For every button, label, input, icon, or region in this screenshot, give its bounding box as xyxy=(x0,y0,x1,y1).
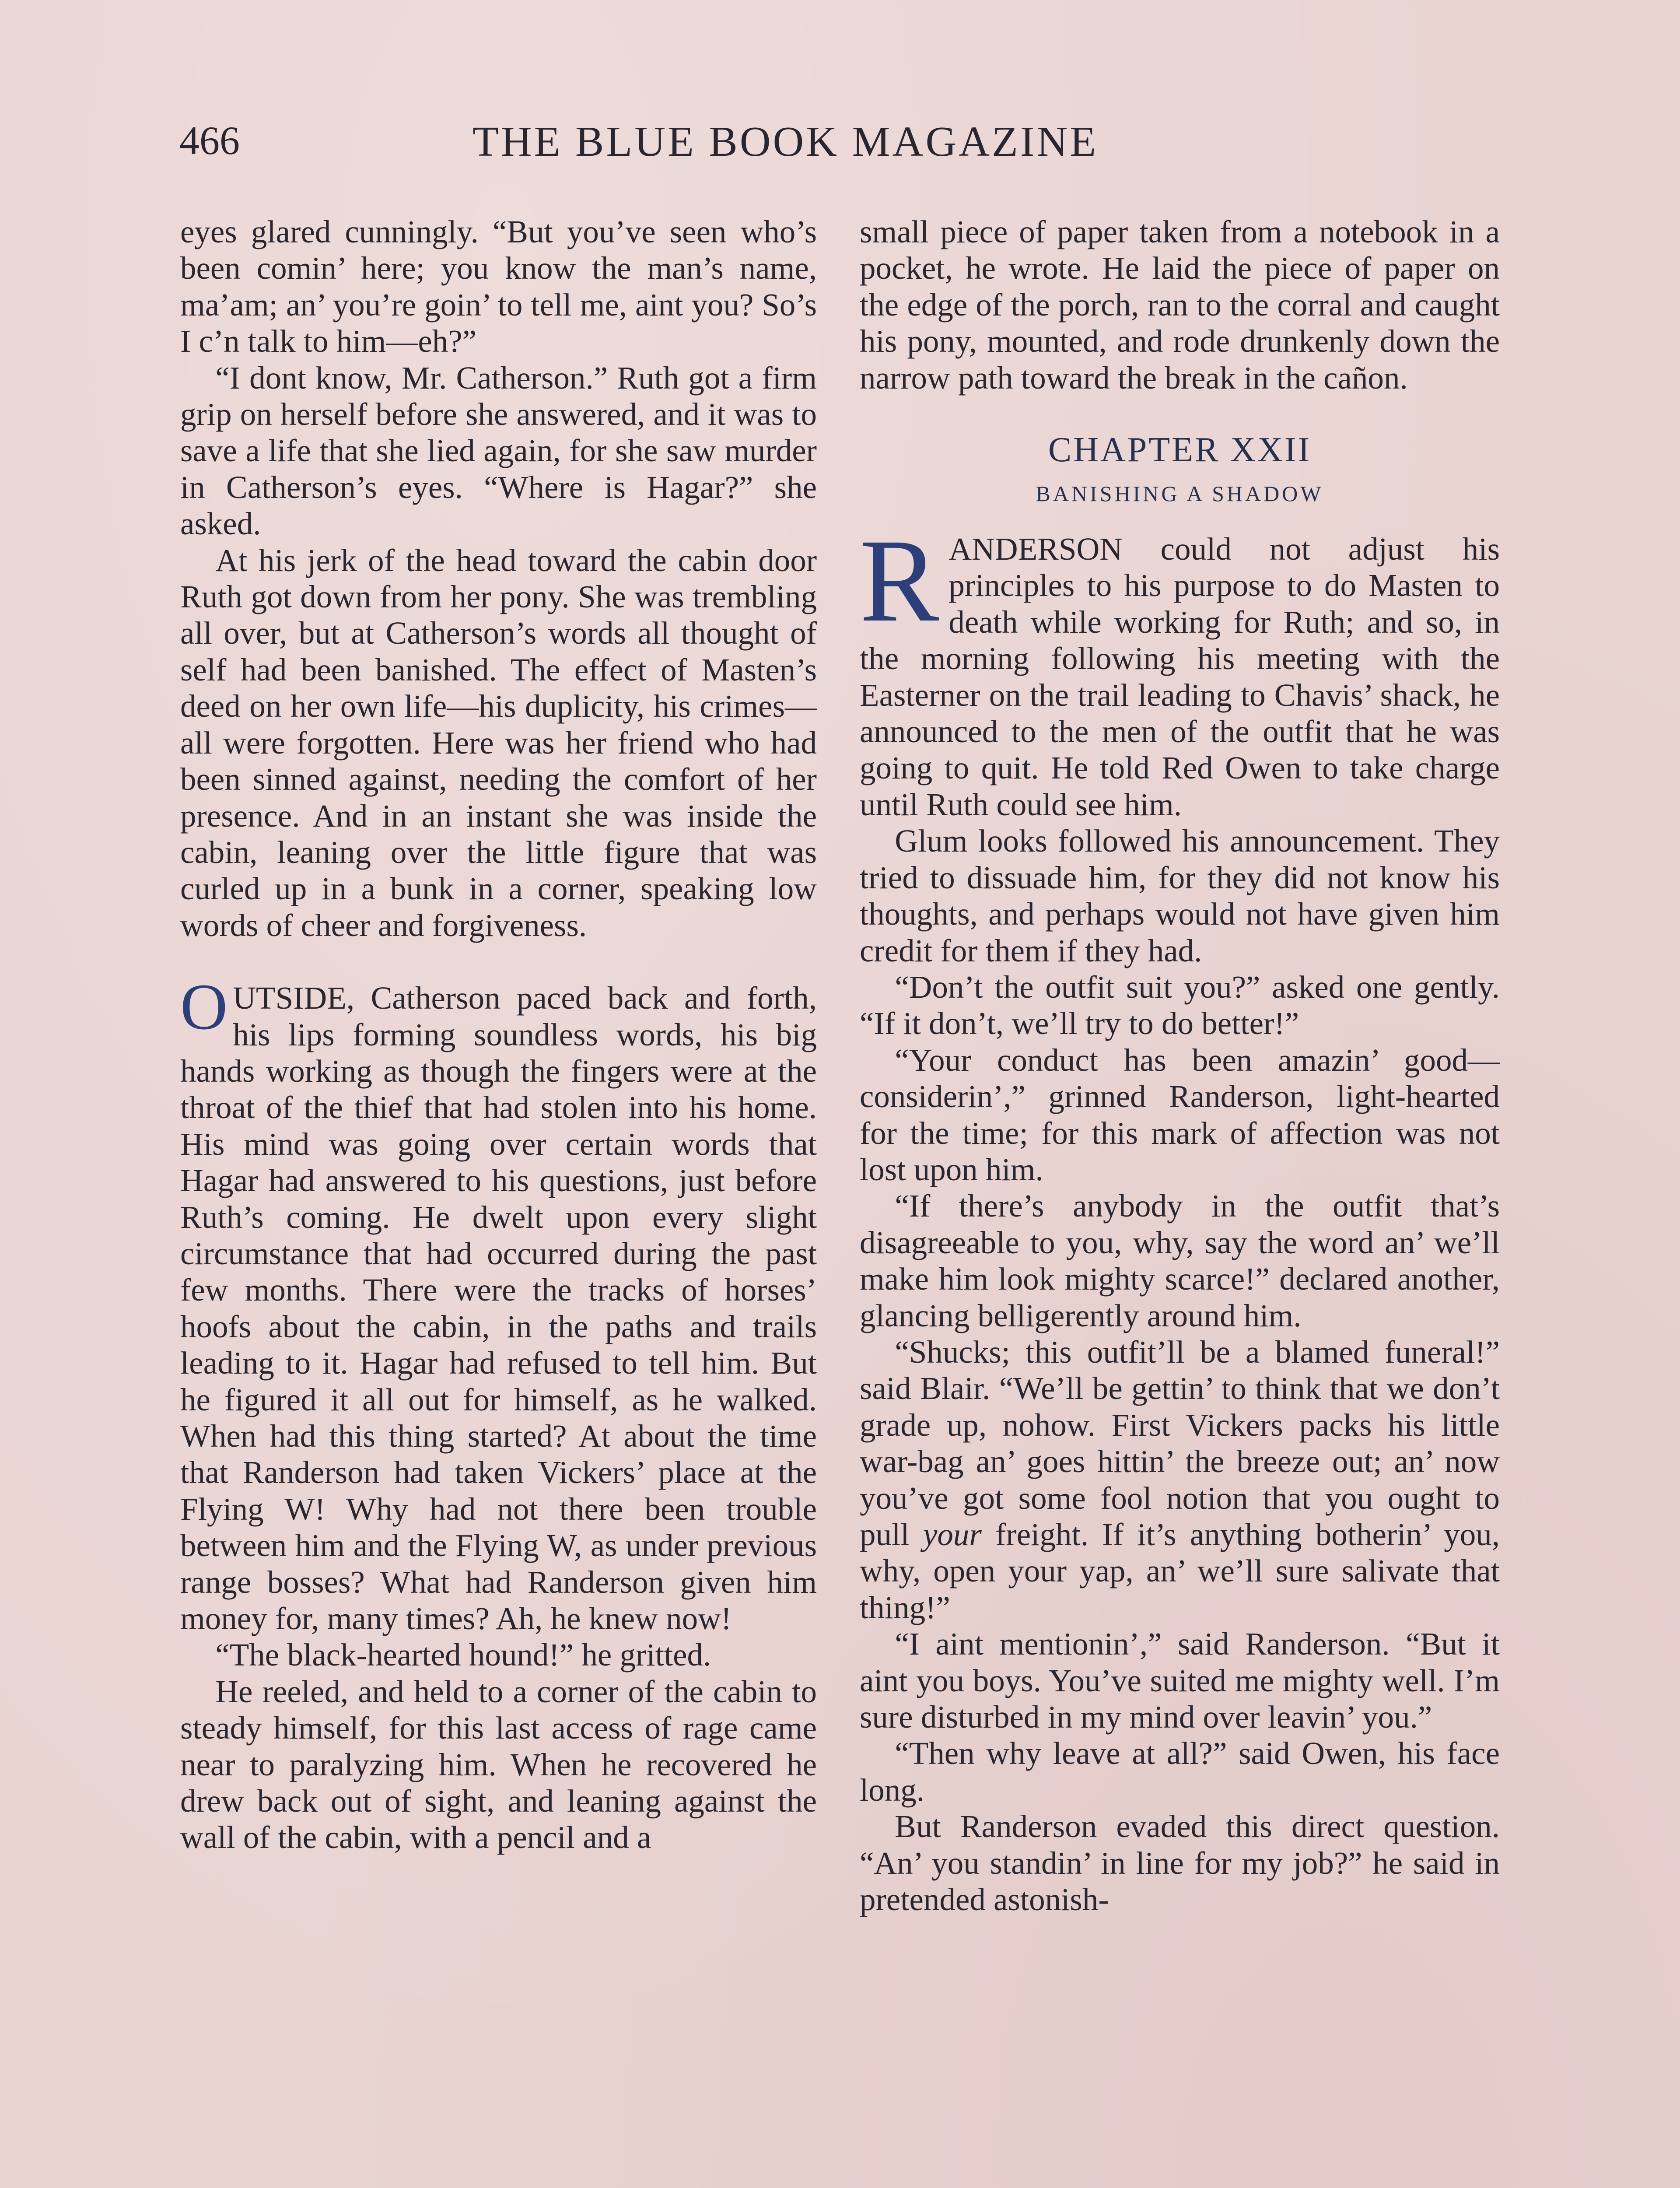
paragraph: eyes glared cunningly. “But you’ve seen who’s been comin’ here; you know the man’s name, ma’am; an’ you’re goin’ to tell me, aint you? So’s I c’n talk to him—eh?” xyxy=(180,214,817,359)
paragraph: “The black-hearted hound!” he gritted. xyxy=(215,1637,711,1673)
paragraph-text: freight. If it’s anything botherin’ you, why, open your yap, an’ we’ll sure salivate that thing!” xyxy=(860,1517,1500,1625)
paragraph: “Your conduct has been amazin’ good—considerin’,” grinned Randerson, light-hearted for the time; for this mark of affection was not lost upon him. xyxy=(860,1042,1500,1187)
running-head: THE BLUE BOOK MAGAZINE xyxy=(472,118,1099,165)
chapter-subtitle: BANISHING A SHADOW xyxy=(1036,481,1324,506)
paragraph: Glum looks followed his announcement. They tried to dissuade him, for they did not know his thoughts, and perhaps would not have given him credit for them if they had. xyxy=(860,823,1500,968)
chapter-opening-text: ANDERSON could not adjust his principles to his purpose to do Masten to death while working for Ruth; and so, in the morning following his meeting with the Easterner on the trail leading to Chavis’ shack, he announced to the men of the outfit that he was going to quit. He told Red Owen to take charge until Ruth could see him. xyxy=(860,531,1500,822)
page-number: 466 xyxy=(179,118,240,163)
paragraph: But Randerson evaded this direct question. “An’ you standin’ in line for my job?” he said in pretended astonish- xyxy=(860,1809,1500,1918)
section-opening-paragraph xyxy=(180,971,817,1637)
paragraph: “I dont know, Mr. Catherson.” Ruth got a firm grip on herself before she answered, and it was to save a life that she lied again, for she saw murder in Catherson’s eyes. “Where is Hagar?” she asked. xyxy=(180,360,817,542)
paragraph xyxy=(860,1334,1500,1626)
drop-cap: O xyxy=(180,971,228,1044)
chapter-title: CHAPTER XXII xyxy=(1048,431,1312,470)
paragraph-text: “Shucks; this outfit’ll be a blamed funeral!” said Blair. “We’ll be gettin’ to think that we don’t grade up, nohow. First Vickers packs his little war-bag an’ goes hittin’ the breeze out; an’ now you’ve got some fool notion that you ought to pull xyxy=(860,1334,1500,1552)
paragraph: “Then why leave at all?” said Owen, his face long. xyxy=(860,1736,1500,1808)
paragraph: “Don’t the outfit suit you?” asked one gently. “If it don’t, we’ll try to do better!” xyxy=(860,969,1500,1041)
drop-cap: R xyxy=(860,515,939,647)
paragraph: “If there’s anybody in the outfit that’s disagreeable to you, why, say the word an’ we’ll make him look mighty scarce!” declared another, glancing belligerently around him. xyxy=(860,1188,1500,1333)
paragraph: “I aint mentionin’,” said Randerson. “But it aint you boys. You’ve suited me mighty well. I’m sure disturbed in my mind over leavin’ you.” xyxy=(860,1626,1500,1735)
chapter-opening-paragraph xyxy=(860,515,1500,823)
left-column xyxy=(180,214,817,1856)
paragraph: small piece of paper taken from a notebook in a pocket, he wrote. He laid the piece of paper on the edge of the porch, ran to the corral and caught his pony, mounted, and rode drunkenly down the narrow path toward the break in the cañon. xyxy=(860,214,1500,396)
paragraph: He reeled, and held to a corner of the cabin to steady himself, for this last access of rage came near to paralyzing him. When he recovered he drew back out of sight, and leaning against the wall of the cabin, with a pencil and a xyxy=(180,1673,817,1855)
paragraph: At his jerk of the head toward the cabin door Ruth got down from her pony. She was trembling all over, but at Catherson’s words all thought of self had been banished. The effect of Masten’s deed on her own life—his duplicity, his crimes—all were forgotten. Here was her friend who had been sinned against, needing the comfort of her presence. And in an instant she was inside the cabin, leaning over the little figure that was curled up in a bunk in a corner, speaking low words of cheer and forgiveness. xyxy=(180,542,817,943)
section-opening-text: UTSIDE, Catherson paced back and forth, his lips forming soundless words, his big hands working as though the fingers were at the throat of the thief that had stolen into his home. His mind was going over certain words that Hagar had answered to his questions, just before Ruth’s coming. He dwelt upon every slight circumstance that had occurred during the past few months. There were the tracks of horses’ hoofs about the cabin, in the paths and trails leading to it. Hagar had refused to tell him. But he figured it all out for himself, as he walked. When had this thing started? At about the time that Randerson had taken Vickers’ place at the Flying W! Why had not there been trouble between him and the Flying W, as under previous range bosses? What had Randerson given him money for, many times? Ah, he knew now! xyxy=(180,980,817,1637)
emphasized-word: your xyxy=(923,1517,982,1552)
right-column xyxy=(860,214,1500,1918)
